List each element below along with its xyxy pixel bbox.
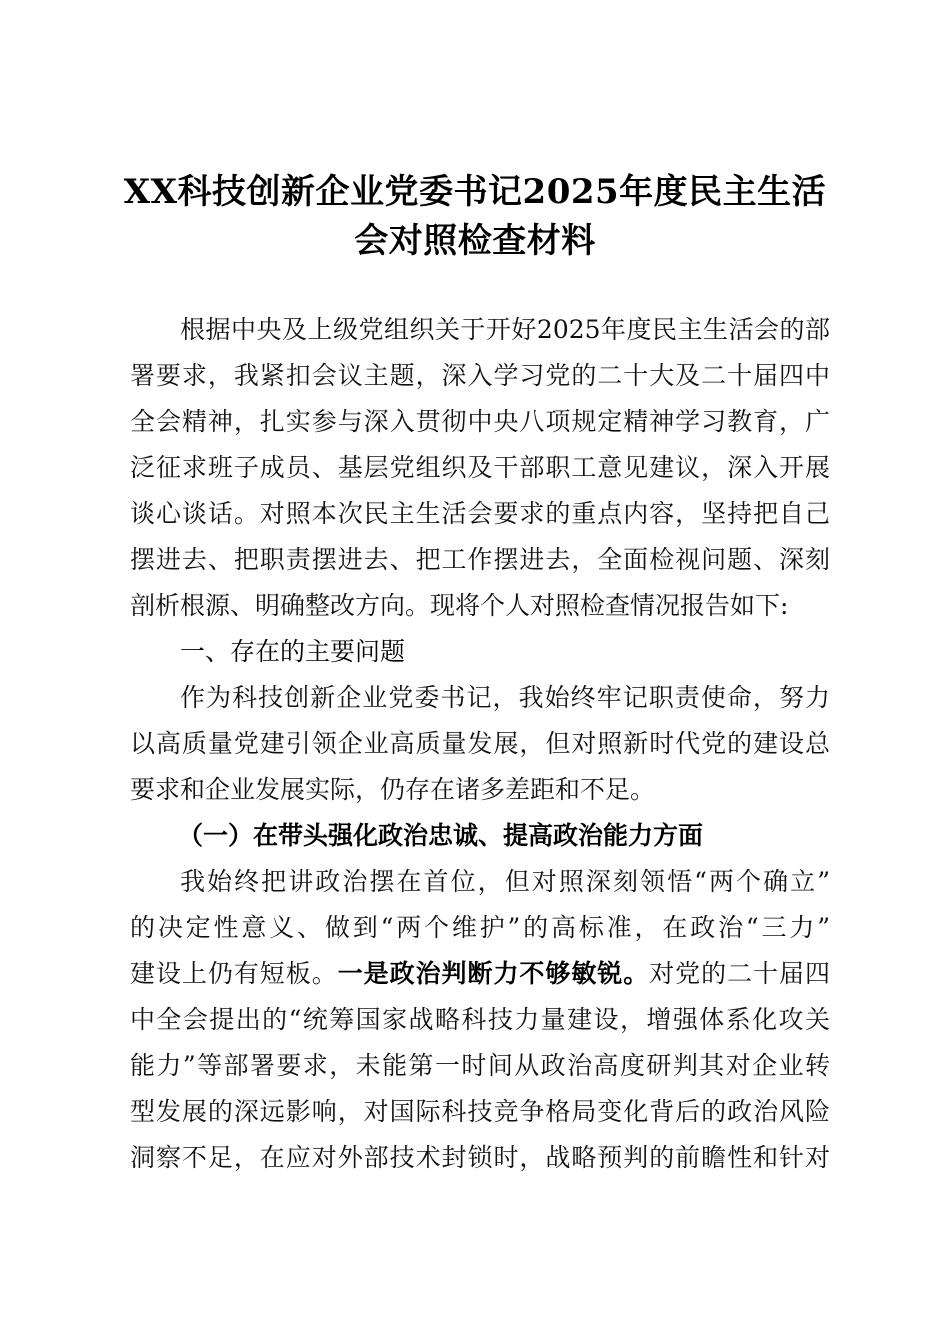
section1-line-3: 要求和企业发展实际，仍存在诸多差距和不足。 xyxy=(130,775,656,804)
subsection1-line-4: 中全会提出的“统筹国家战略科技力量建设，增强体系化攻关 xyxy=(130,1005,830,1034)
subsection1-line-5: 能力”等部署要求，未能第一时间从政治高度研判其对企业转 xyxy=(130,1051,830,1080)
section1-line-2: 以高质量党建引领企业高质量发展，但对照新时代党的建设总 xyxy=(130,729,830,758)
document-title-line-1: XX科技创新企业党委书记2025年度民主生活 xyxy=(123,172,827,212)
section-heading-problems: 一、存在的主要问题 xyxy=(180,637,406,666)
intro-line-6: 摆进去、把职责摆进去、把工作摆进去，全面检视问题、深刻 xyxy=(130,545,830,574)
section1-line-1: 作为科技创新企业党委书记，我始终牢记职责使命，努力 xyxy=(180,683,830,712)
subsection1-line-1: 我始终把讲政治摆在首位，但对照深刻领悟“两个确立” xyxy=(180,867,830,896)
subsection-heading-political: （一）在带头强化政治忠诚、提高政治能力方面 xyxy=(178,821,704,850)
subsection1-line-7: 洞察不足，在应对外部技术封锁时，战略预判的前瞻性和针对 xyxy=(130,1143,830,1172)
subsection1-line-3 xyxy=(130,951,830,997)
intro-line-1: 根据中央及上级党组织关于开好2025年度民主生活会的部 xyxy=(180,315,830,344)
line-text-before-bold: 建设上仍有短板。 xyxy=(130,959,338,988)
bold-point-one: 一是政治判断力不够敏锐。 xyxy=(337,959,650,988)
intro-line-7: 剖析根源、明确整改方向。现将个人对照检查情况报告如下: xyxy=(130,591,789,620)
line-text-after-bold: 对党的二十届四 xyxy=(649,959,830,988)
intro-line-3: 全会精神，扎实参与深入贯彻中央八项规定精神学习教育，广 xyxy=(130,407,830,436)
intro-line-5: 谈心谈话。对照本次民主生活会要求的重点内容，坚持把自己 xyxy=(130,499,830,528)
subsection1-line-2: 的决定性意义、做到“两个维护”的高标准，在政治“三力” xyxy=(130,913,830,942)
intro-line-4: 泛征求班子成员、基层党组织及干部职工意见建议，深入开展 xyxy=(130,453,830,482)
subsection1-line-6: 型发展的深远影响，对国际科技竞争格局变化背后的政治风险 xyxy=(130,1097,830,1126)
document-title-line-2: 会对照检查材料 xyxy=(354,221,596,261)
intro-line-2: 署要求，我紧扣会议主题，深入学习党的二十大及二十届四中 xyxy=(130,361,830,390)
